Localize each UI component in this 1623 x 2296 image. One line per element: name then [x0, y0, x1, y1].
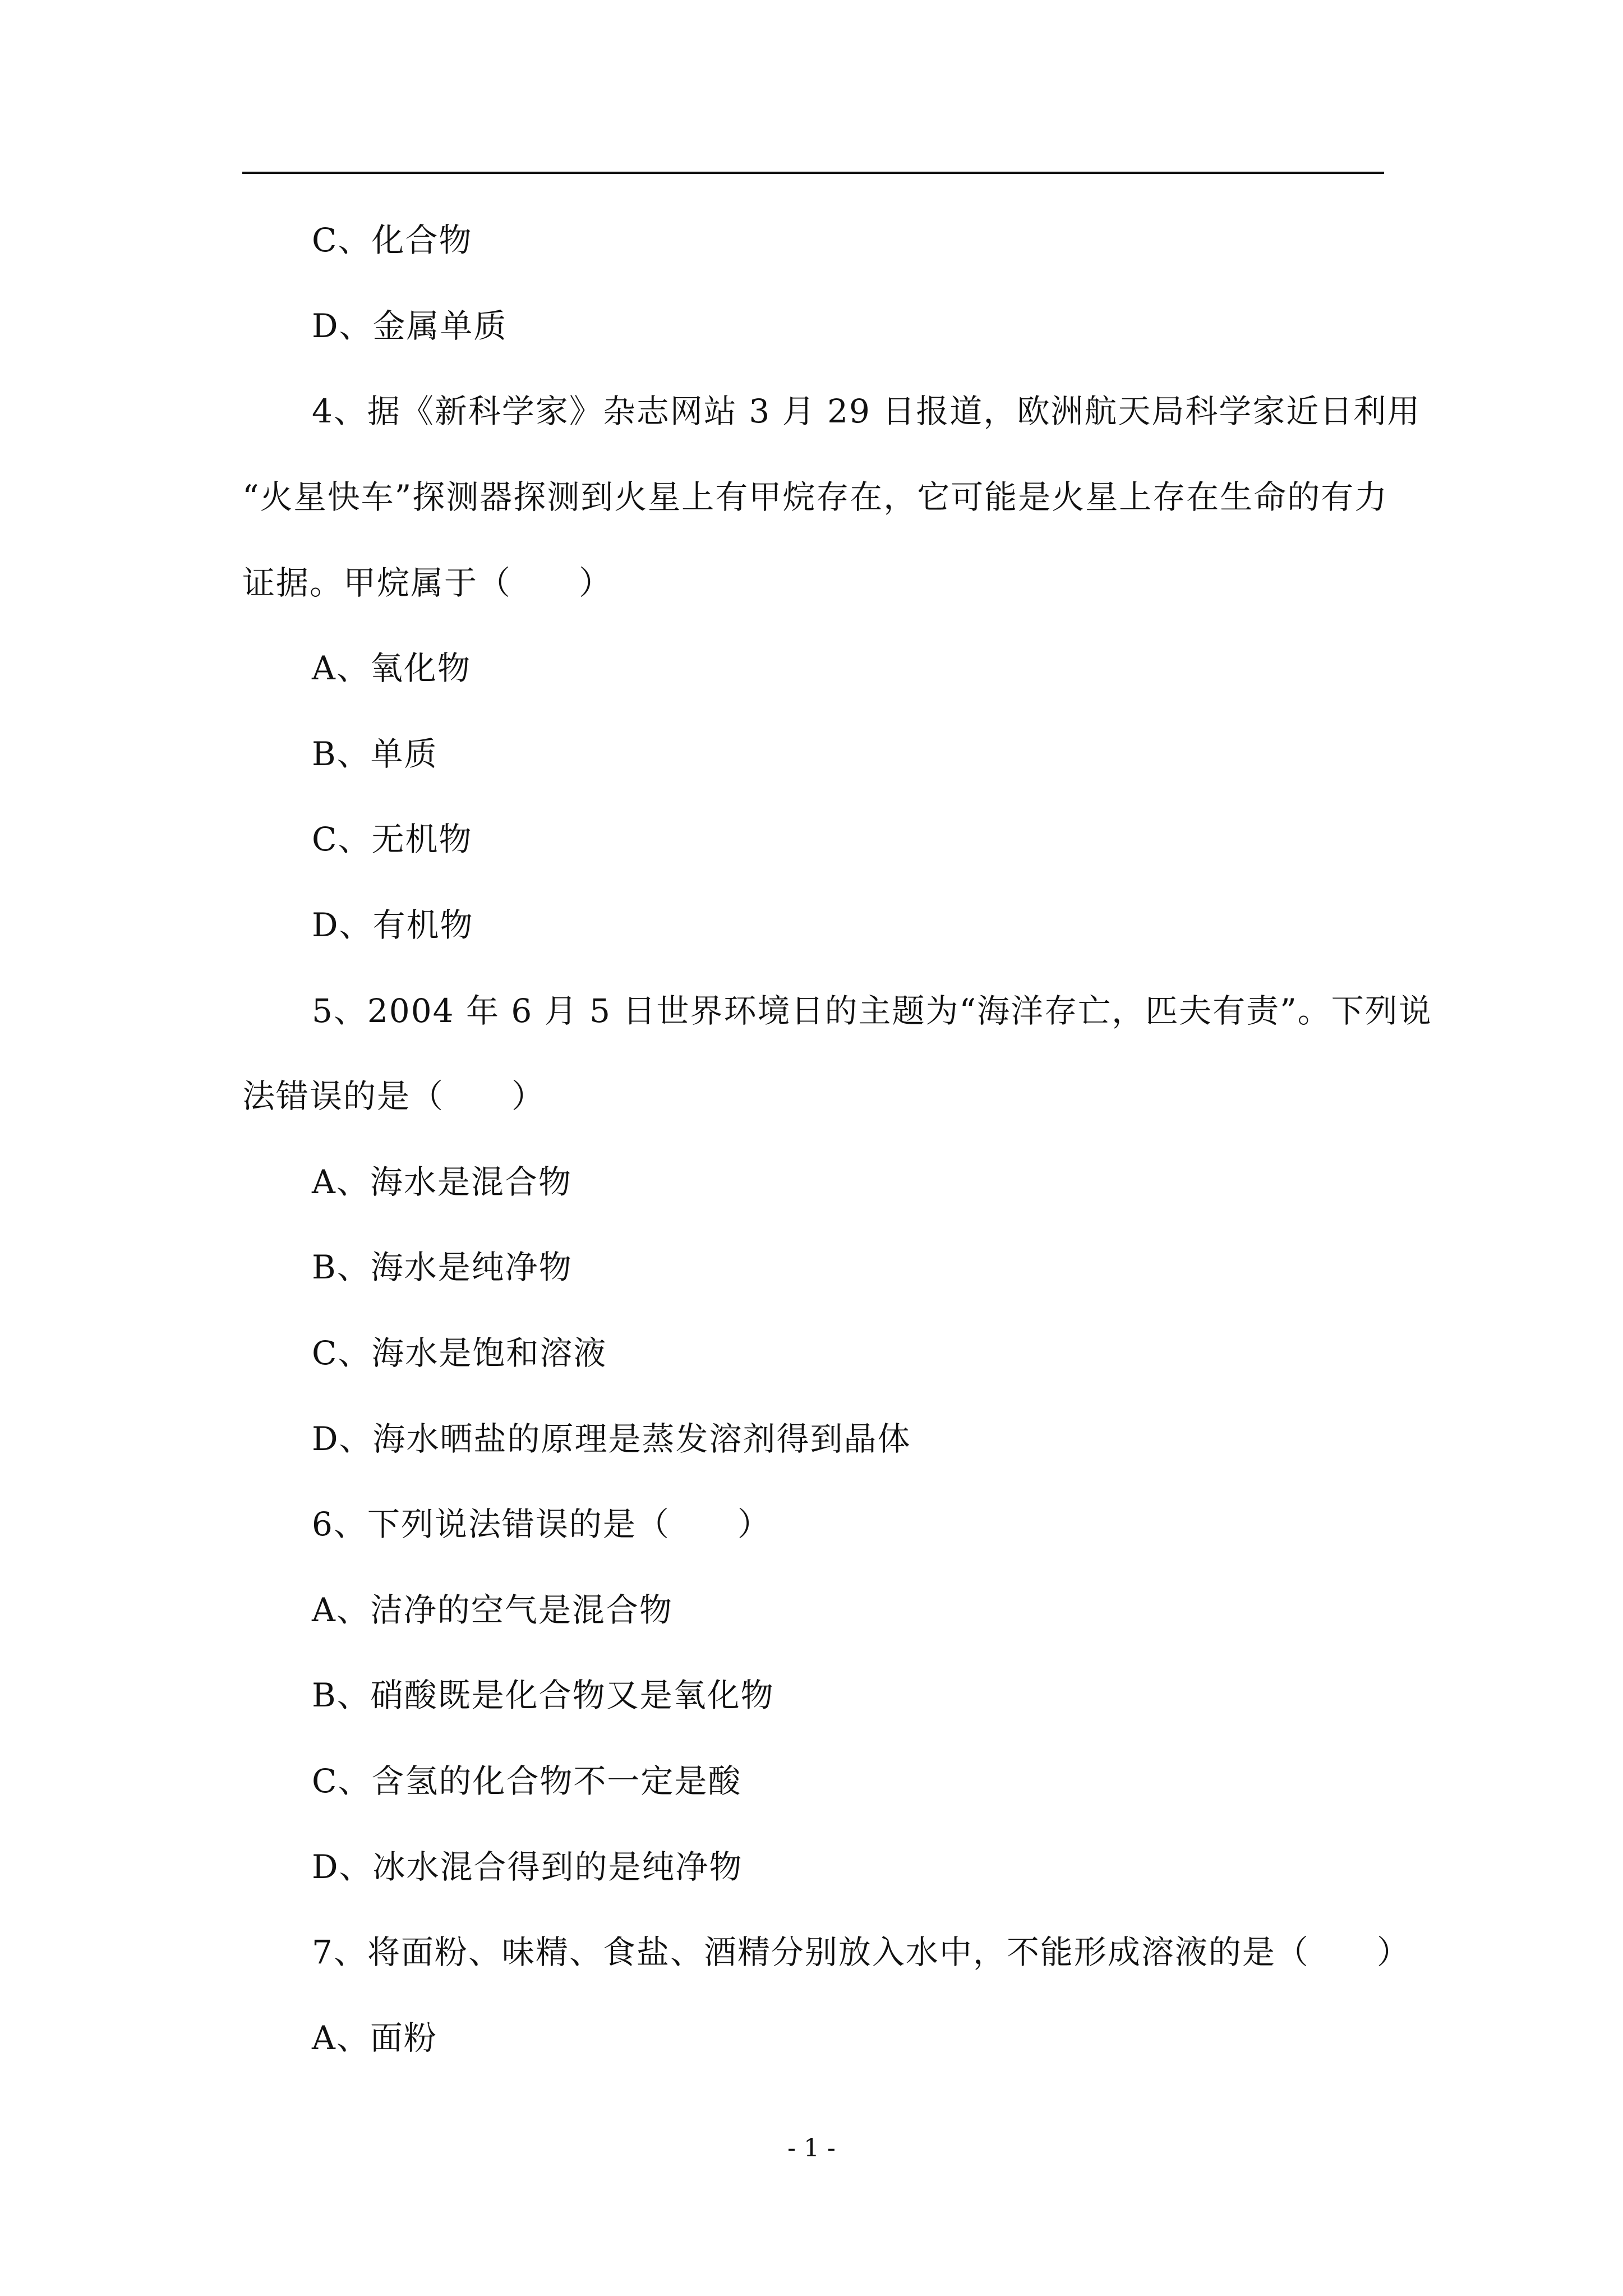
option-4c: C、无机物 [312, 820, 473, 858]
option-4b: B、单质 [312, 735, 438, 773]
option-3d: D、金属单质 [312, 307, 508, 345]
option-4d: D、有机物 [312, 906, 474, 944]
header-rule [242, 172, 1384, 174]
option-6a: A、洁净的空气是混合物 [312, 1591, 673, 1629]
option-5c: C、海水是饱和溶液 [312, 1334, 607, 1372]
question-5-end: 法错误的是（ ） [242, 1077, 546, 1115]
option-7a: A、面粉 [312, 2019, 437, 2057]
option-5a: A、海水是混合物 [312, 1163, 572, 1201]
option-3c: C、化合物 [312, 221, 473, 259]
option-5d: D、海水晒盐的原理是蒸发溶剂得到晶体 [312, 1420, 911, 1458]
question-6-stem: 6、下列说法错误的是（ ） [312, 1505, 771, 1543]
question-4-cont: “火星快车”探测器探测到火星上有甲烷存在，它可能是火星上存在生命的有力 [242, 478, 1389, 516]
page-number: - 1 - [787, 2134, 836, 2162]
question-4-end: 证据。甲烷属于（ ） [242, 564, 613, 602]
question-4-stem: 4、据《新科学家》杂志网站 3 月 29 日报道，欧洲航天局科学家近日利用 [312, 392, 1421, 430]
question-5-stem: 5、2004 年 6 月 5 日世界环境日的主题为“海洋存亡，匹夫有责”。下列说 [312, 992, 1432, 1030]
option-4a: A、氧化物 [312, 649, 471, 687]
option-5b: B、海水是纯净物 [312, 1248, 573, 1286]
question-7-stem: 7、将面粉、味精、食盐、酒精分别放入水中，不能形成溶液的是（ ） [312, 1933, 1410, 1971]
option-6b: B、硝酸既是化合物又是氧化物 [312, 1676, 774, 1714]
option-6d: D、冰水混合得到的是纯净物 [312, 1848, 743, 1886]
option-6c: C、含氢的化合物不一定是酸 [312, 1762, 742, 1800]
